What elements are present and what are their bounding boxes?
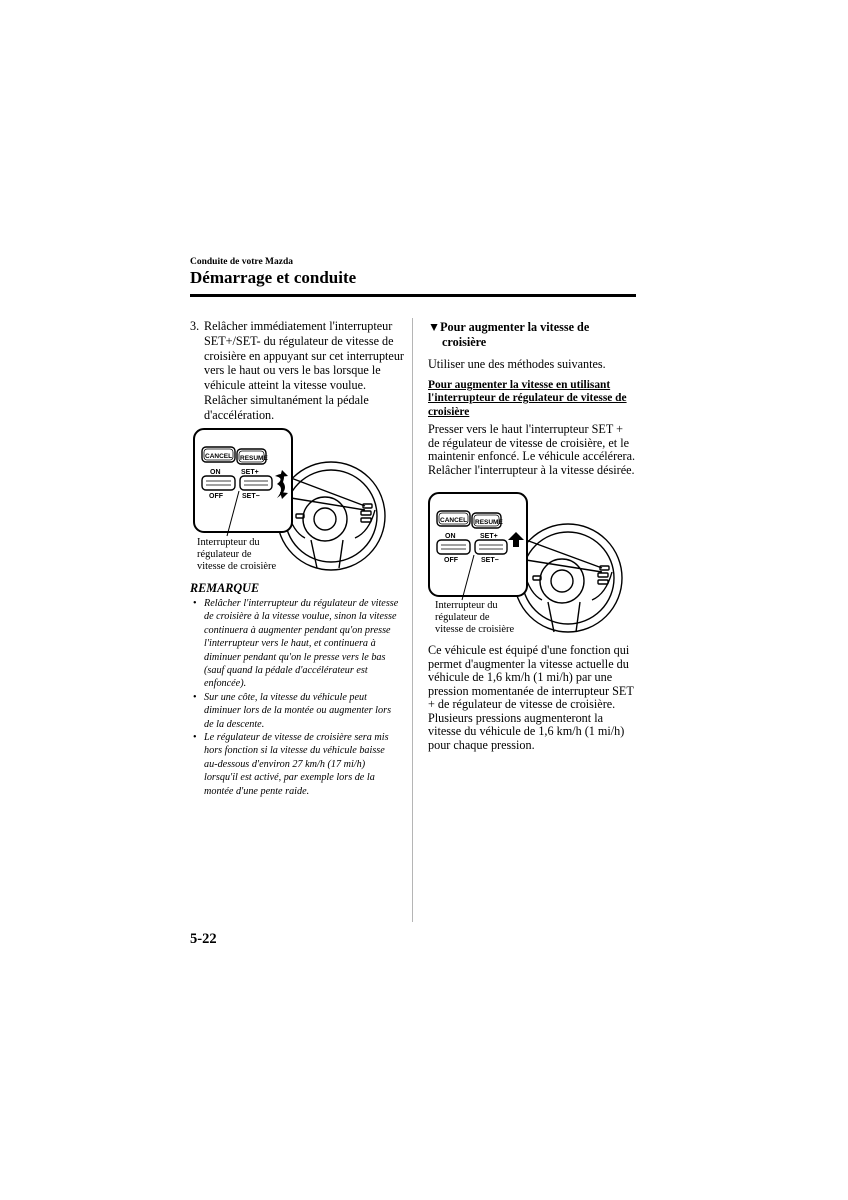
page-number: 5-22 — [190, 931, 217, 947]
intro-text: Utiliser une des méthodes suivantes. — [428, 357, 606, 371]
subsection-heading: ▼Pour augmenter la vitesse de croisière — [428, 320, 590, 349]
triangle-marker-icon: ▼ — [428, 320, 441, 334]
cancel-label: CANCEL — [440, 517, 468, 524]
title-rule — [190, 294, 636, 297]
resume-label: RESUME — [475, 519, 503, 526]
figure-caption-left: Interrupteur du régulateur de vitesse de croisière — [197, 537, 277, 572]
step-3 — [190, 319, 404, 423]
step-number: 3. — [190, 319, 200, 333]
remark-heading: REMARQUE — [190, 581, 260, 595]
cancel-label: CANCEL — [205, 453, 233, 460]
remark-list — [190, 597, 400, 798]
set-minus-label: SET− — [242, 493, 260, 500]
off-label: OFF — [209, 493, 223, 500]
list-item: • Le régulateur de vitesse de croisière sera mis hors fonction si la vitesse du véhicule baisse au-dessous d'environ 27 km/h (17 mi/h) lorsqu'il est activé, par exemple lors de la montée d'une pente raide. — [193, 732, 389, 797]
set-plus-label: SET+ — [241, 469, 259, 476]
list-item: • Relâcher l'interrupteur du régulateur de vitesse de croisière à la vitesse voulue, sinon la vitesse continuera à augmenter pendant qu'on presse l'interrupteur vers le haut, et continuera à diminuer pendant qu'on le presse vers le bas (sauf quand la pédale d'accélérateur est enfoncée). — [193, 598, 399, 690]
column-divider — [412, 318, 413, 922]
off-label: OFF — [444, 557, 458, 564]
on-label: ON — [210, 469, 221, 476]
set-minus-label: SET− — [481, 557, 499, 564]
set-plus-label: SET+ — [480, 533, 498, 540]
figure-caption-right: Interrupteur du régulateur de vitesse de croisière — [435, 600, 515, 635]
method-heading: Pour augmenter la vitesse en utilisant l'interrupteur de régulateur de vitesse de croisière — [428, 379, 627, 418]
method-text: Presser vers le haut l'interrupteur SET + de régulateur de vitesse de croisière, et le maintenir enfoncé. Le véhicule accélérera. Relâcher l'interrupteur à la vitesse désirée. — [428, 422, 636, 477]
closing-text: Ce véhicule est équipé d'une fonction qui permet d'augmenter la vitesse actuelle du véhicule de 1,6 km/h (1 mi/h) par une pression momentanée de interrupteur SET + de régulateur de vitesse de croisière. Plusieurs pressions augmenteront la vitesse du véhicule de 1,6 km/h (1 mi/h) pour chaque pression. — [428, 643, 634, 752]
step-text: Relâcher immédiatement l'interrupteur SET+/SET- du régulateur de vitesse de croisière en appuyant sur cet interrupteur vers le haut ou vers le bas lorsque le véhicule atteint la vitesse voulue. Relâcher simultanément la pédale d'accélération. — [204, 319, 404, 422]
resume-label: RESUME — [240, 455, 268, 462]
page-title: Démarrage et conduite — [190, 268, 357, 287]
section-label: Conduite de votre Mazda — [190, 257, 293, 267]
on-label: ON — [445, 533, 456, 540]
list-item: • Sur une côte, la vitesse du véhicule peut diminuer lors de la montée ou augmenter lors de la descente. — [193, 691, 392, 730]
